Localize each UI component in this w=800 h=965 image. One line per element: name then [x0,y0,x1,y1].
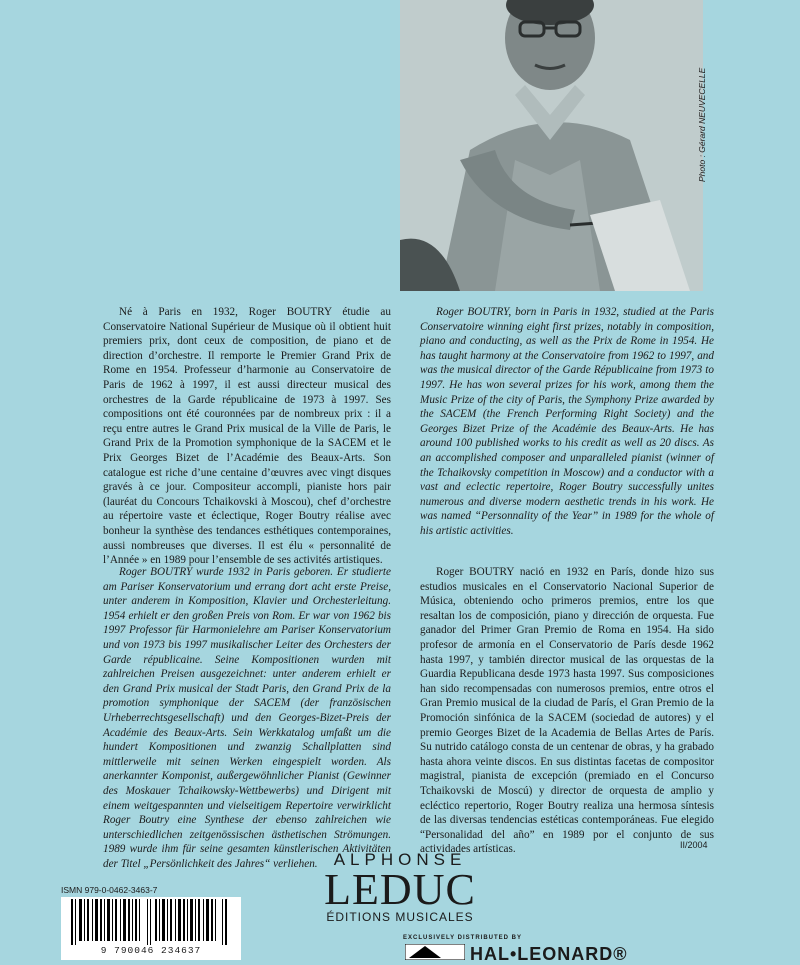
edition-date: II/2004 [680,840,708,850]
biography-french [103,305,391,568]
biography-english [420,305,714,539]
publisher-logo [300,850,500,924]
publisher-line3: ÉDITIONS MUSICALES [326,910,474,924]
biography-german [103,565,391,871]
distributor-name: HAL•LEONARD® [470,944,628,964]
photo-credit: Photo : Gérard NEUVECELLE [697,67,707,182]
spanish-paragraph: Roger BOUTRY nació en 1932 en París, donde hizo sus estudios musicales en el Conservatorio Nacional Superior de Música, obteniendo ocho primeros premios, entre los que resaltan los de composición, piano y dirección de orquesta. Fue ganador del Primer Gran Premio de Roma en 1954. Ha sido profesor de armonía en el Conservatorio de París desde 1962 hasta 1997, y también director musical de las orquestas de la Guardia Republicana desde 1973 hasta 1997. Sus composiciones han sido recompensadas con numerosos premios, entre otros el Gran Premio musical de la ciudad de París, el Gran Premio de la Promoción sinfónica de la SACEM (sociedad de autores) y el premio Georges Bizet de la Academia de Bellas Artes de París. Su nutrido catálogo consta de un centenar de obras, y ha grabado hasta ahora veinte discos. En sus distintas facetas de compositor magistral, pianista de excepción (premiado en el Concurso Tchaikovski de Moscú) y director de orquesta de amplio y ecléctico repertorio, Roger Boutry realiza una hermosa síntesis de las diversas tendencias estéticas contemporáneas. Fue elegido “Personalidad del año” en 1989 por el conjunto de sus actividades artísticas. [420,566,714,856]
ismn-label: ISMN 979-0-0462-3463-7 [61,885,158,895]
french-paragraph: Né à Paris en 1932, Roger BOUTRY étudie au Conservatoire National Supérieur de Musique où il obtient huit premiers prix, dont ceux de composition, de piano et de direction d’orchestre. Il remporte le Premier Grand Prix de Rome en 1954. Professeur d’harmonie au Conservatoire de Paris de 1962 à 1997, il est aussi directeur musical des orchestres de la Garde républicaine de 1973 à 1997. Ses compositions ont été couronnées par de nombreux prix : il a reçu entre autres le Grand Prix musical de la Ville de Paris, le Grand Prix de la Promotion symphonique de la SACEM et le Prix Georges Bizet de l’Académie des Beaux-Arts. Son catalogue est riche d’une centaine d’œuvres avec vingt disques gravés à ce jour. Compositeur accompli, pianiste hors pair (lauréat du Concours Tchaikovski à Moscou), chef d’orchestre au répertoire vaste et éclectique, Roger Boutry réalise avec bonheur la synthèse des tendances esthétiques contemporaines, aussi nombreuses que diverses. Il est élu « personnalité de l’Année » en 1989 pour l’ensemble de ses activités artistiques. [103,306,391,567]
barcode-bars [69,899,233,945]
barcode [61,885,241,960]
german-paragraph: Roger BOUTRY wurde 1932 in Paris geboren. Er studierte am Pariser Konservatorium und errang dort acht erste Preise, unter anderem in Komposition, Klavier und Orchesterleitung. 1954 erhielt er den großen Preis von Rom. Er war von 1962 bis 1997 Professor für Harmonielehre am Pariser Konservatorium und von 1973 bis 1997 musikalischer Leiter des Orchesters der Garde républicaine. Seine Kompositionen wurden mit zahlreichen Preisen ausgezeichnet: unter anderem erhielt er den Grand Prix musical der Stadt Paris, den Grand Prix de la promotion symphonique der SACEM (der französischen Urheberrechtsgesellschaft) und den Georges-Bizet-Preis der Académie des Beaux-Arts. Sein Werkkatalog umfaßt um die hundert Kompositionen und zwanzig Schallplatten sind mittlerweile mit seinen Werken eingespielt worden. Als anerkannter Komponist, außergewöhnlicher Pianist (Gewinner des Moskauer Tchaikowsky-Wettbewerbs) und Dirigent mit einem weitgespannten und vielseitigem Repertoire verwirklicht Roger Boutry eine Synthese der ebenso zahlreichen wie unterschiedlichen zeitgenössischen ästhetischen Strömungen. 1989 wurde ihm für seine gesamten künstlerischen Aktivitäten der Titel „Persönlichkeit des Jahres“ verliehen. [103,566,391,870]
biography-spanish [420,565,714,857]
distributor-note: EXCLUSIVELY DISTRIBUTED BY [403,935,523,941]
hal-leonard-logo-icon [405,944,465,960]
barcode-digits: 9 790046 234637 [100,945,202,956]
publisher-line1: ALPHONSE [333,850,467,869]
portrait-photo [400,0,703,291]
publisher-line2: LEDUC [324,865,476,914]
english-paragraph: Roger BOUTRY, born in Paris in 1932, studied at the Paris Conservatoire winning eight first prizes, notably in composition, piano and conducting, as well as the Prix de Rome in 1954. He has taught harmony at the Conservatoire from 1962 to 1997, and was the musical director of the Garde Républicaine from 1973 to 1997. He has won several prizes for his work, among them the Music Prize of the city of Paris, the Symphony Prize awarded by the SACEM (the French Performing Right Society) and the Georges Bizet Prize of the Académie des Beaux-Arts. He has around 100 published works to his credit as well as 20 discs. As an accomplished composer and unparalleled pianist (winner of the Tchaikovsky competition in Moscow) and a conductor with a vast and eclectic repertoire, Roger Boutry successfully unites numerous and diverse modern aesthetic trends in his work. He was named “Personnality of the Year” in 1989 for the whole of his artistic activities. [420,306,714,537]
